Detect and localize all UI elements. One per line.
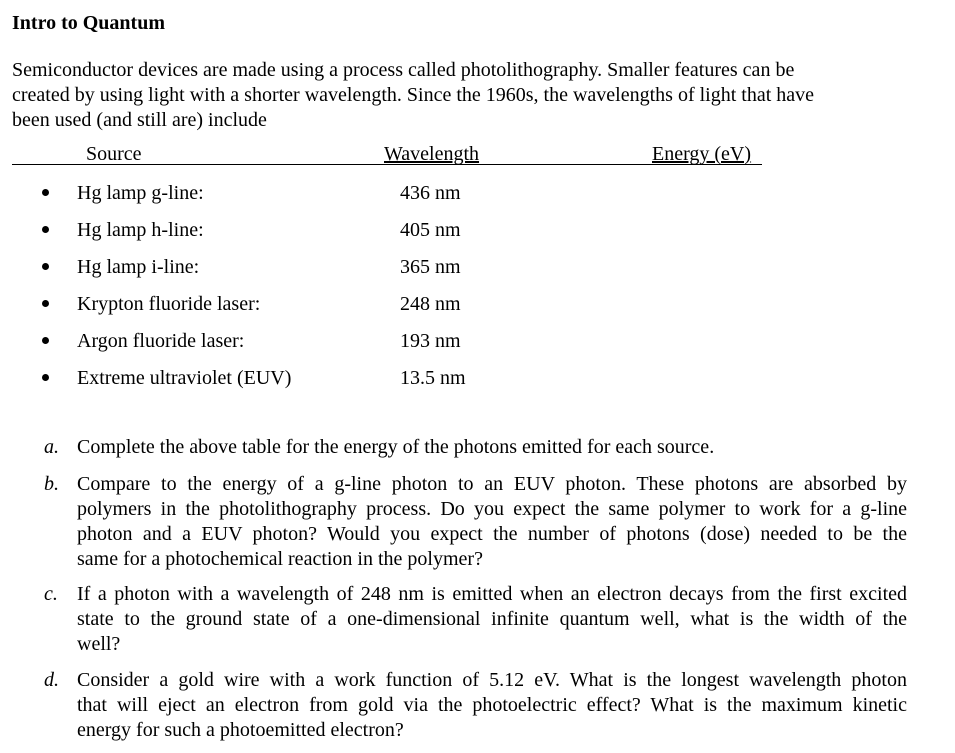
- table-header: [12, 140, 772, 170]
- source-cell: Hg lamp h-line:: [77, 219, 204, 241]
- question-line: energy for such a photoemitted electron?: [77, 719, 404, 741]
- page-title: Intro to Quantum: [12, 12, 165, 34]
- intro-paragraph: [12, 58, 912, 133]
- bullet-icon: [42, 226, 49, 233]
- question-line: photon and a EUV photon? Would you expect the number of photons (dose) needed to be the: [77, 523, 907, 545]
- question-text: [77, 435, 907, 460]
- question-line: Complete the above table for the energy of the photons emitted for each source.: [77, 436, 715, 458]
- source-cell: Argon fluoride laser:: [77, 330, 245, 352]
- source-cell: Hg lamp i-line:: [77, 256, 200, 278]
- intro-line: Semiconductor devices are made using a process called photolithography. Smaller features can be: [12, 59, 795, 81]
- question-line: polymers in the photolithography process. Do you expect the same polymer to work for a g-line: [77, 498, 907, 520]
- question-line: If a photon with a wavelength of 248 nm is emitted when an electron decays from the first excited: [77, 583, 907, 605]
- wavelength-cell: 248 nm: [400, 293, 461, 315]
- header-wavelength: Wavelength: [384, 143, 480, 165]
- question-text: [77, 472, 907, 572]
- bullet-icon: [42, 189, 49, 196]
- table-row: [0, 326, 955, 356]
- wavelength-cell: 13.5 nm: [400, 367, 466, 389]
- wavelength-cell: 405 nm: [400, 219, 461, 241]
- question-letter: c.: [44, 583, 58, 605]
- source-cell: Krypton fluoride laser:: [77, 293, 261, 315]
- question-line: that will eject an electron from gold via the photoelectric effect? What is the maximum kinetic: [77, 694, 907, 716]
- header-energy: Energy (eV): [652, 143, 752, 165]
- wavelength-cell: 436 nm: [400, 182, 461, 204]
- table-row: [0, 178, 955, 208]
- question-line: Compare to the energy of a g-line photon to an EUV photon. These photons are absorbed by: [77, 473, 907, 495]
- wavelength-cell: 365 nm: [400, 256, 461, 278]
- wavelength-cell: 193 nm: [400, 330, 461, 352]
- bullet-icon: [42, 263, 49, 270]
- intro-line: created by using light with a shorter wavelength. Since the 1960s, the wavelengths of light that have: [12, 84, 815, 106]
- question-line: well?: [77, 633, 121, 655]
- bullet-icon: [42, 300, 49, 307]
- source-cell: Hg lamp g-line:: [77, 182, 204, 204]
- question-text: [77, 582, 907, 657]
- table-row: [0, 215, 955, 245]
- question-text: [77, 668, 907, 743]
- bullet-icon: [42, 374, 49, 381]
- header-source: Source: [86, 143, 142, 165]
- table-row: [0, 289, 955, 319]
- question-line: state to the ground state of a one-dimensional infinite quantum well, what is the width of the: [77, 608, 907, 630]
- question-letter: a.: [44, 436, 59, 458]
- table-row: [0, 363, 955, 393]
- question-letter: b.: [44, 473, 59, 495]
- question-line: same for a photochemical reaction in the polymer?: [77, 548, 483, 570]
- question-letter: d.: [44, 669, 59, 691]
- table-row: [0, 252, 955, 282]
- bullet-icon: [42, 337, 49, 344]
- intro-line: been used (and still are) include: [12, 109, 267, 131]
- source-cell: Extreme ultraviolet (EUV): [77, 367, 292, 389]
- question-line: Consider a gold wire with a work function of 5.12 eV. What is the longest wavelength photon: [77, 669, 907, 691]
